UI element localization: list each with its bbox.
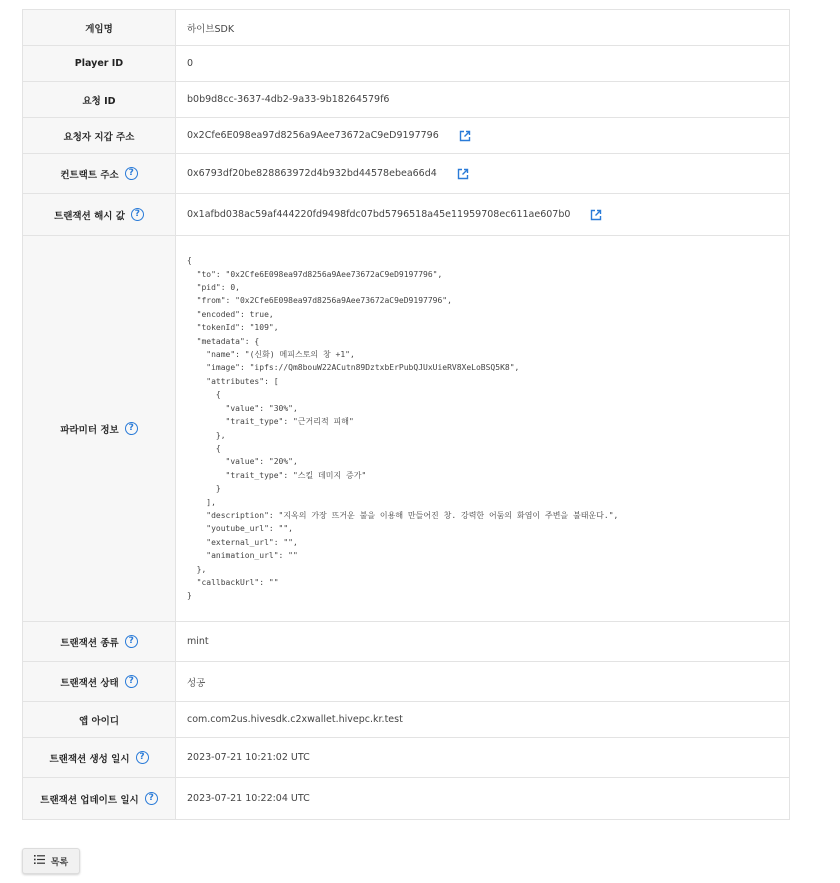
help-circle-icon[interactable]: ? <box>125 422 138 435</box>
list-icon <box>34 855 45 867</box>
label-tx-updated: 트랜잭션 업데이트 일시 <box>40 794 139 806</box>
row-tx-updated <box>23 778 790 820</box>
label-tx-status: 트랜잭션 상태 <box>60 677 119 689</box>
label-tx-created: 트랜잭션 생성 일시 <box>49 753 130 765</box>
value-app-id: com.com2us.hivesdk.c2xwallet.hivepc.kr.test <box>176 702 790 738</box>
parameters-json: { "to": "0x2Cfe6E098ea97d8256a9Aee73672aC9eD9197796", "pid": 0, "from": "0x2Cfe6E098ea97d8256a9Aee73672aC9eD9197796", "encoded": true, "tokenId": "109", "metadata": { "name": "(신화) 메피스토의 창 +1", "image": "ipfs://Qm8bouW22ACutn89DztxbErPubQJUxUieRV8XeLoBSQ5K8", "attributes": [ { "value": "30%", "trait_type": "근거리적 피해" }, { "value": "20%", "trait_type": "스킬 데미지 증가" } ], "description": "지옥의 가장 뜨거운 불을 이용해 만들어진 창. 강력한 어둠의 화염이 주변을 불태운다.", "youtube_url": "", "external_url": "", "animation_url": "" }, "callbackUrl": "" } <box>187 256 619 601</box>
list-button-label: 목록 <box>50 857 69 868</box>
label-tx-type: 트랜잭션 종류 <box>60 637 119 649</box>
value-tx-updated: 2023-07-21 10:22:04 UTC <box>176 778 790 820</box>
list-button[interactable] <box>22 848 80 874</box>
value-player-id: 0 <box>176 46 790 82</box>
value-tx-created: 2023-07-21 10:21:02 UTC <box>176 738 790 778</box>
label-player-id: Player ID <box>23 46 176 82</box>
value-tx-type: mint <box>176 622 790 662</box>
row-tx-status <box>23 662 790 702</box>
label-contract-address: 컨트랙트 주소 <box>60 169 119 181</box>
label-parameters: 파라미터 정보 <box>60 424 119 436</box>
external-link-icon[interactable] <box>457 168 469 180</box>
label-requester-wallet: 요청자 지갑 주소 <box>23 118 176 154</box>
row-parameters <box>23 236 790 622</box>
help-circle-icon[interactable]: ? <box>125 675 138 688</box>
transaction-detail-table <box>22 9 790 820</box>
row-tx-type <box>23 622 790 662</box>
value-game-name: 하이브SDK <box>176 10 790 46</box>
value-contract-address: 0x6793df20be828863972d4b932bd44578ebea66d4 <box>187 168 437 179</box>
row-app-id <box>23 702 790 738</box>
help-circle-icon[interactable]: ? <box>136 751 149 764</box>
label-app-id: 앱 아이디 <box>23 702 176 738</box>
row-player-id <box>23 46 790 82</box>
value-request-id: b0b9d8cc-3637-4db2-9a33-9b18264579f6 <box>176 82 790 118</box>
label-game-name: 게임명 <box>23 10 176 46</box>
row-tx-created <box>23 738 790 778</box>
label-tx-hash: 트랜잭션 해시 값 <box>54 210 125 222</box>
help-circle-icon[interactable]: ? <box>125 167 138 180</box>
help-circle-icon[interactable]: ? <box>131 208 144 221</box>
row-contract-address <box>23 154 790 194</box>
value-tx-hash: 0x1afbd038ac59af444220fd9498fdc07bd5796518a45e11959708ec611ae607b0 <box>187 209 571 220</box>
value-requester-wallet: 0x2Cfe6E098ea97d8256a9Aee73672aC9eD9197796 <box>187 130 439 141</box>
label-request-id: 요청 ID <box>23 82 176 118</box>
help-circle-icon[interactable]: ? <box>145 792 158 805</box>
external-link-icon[interactable] <box>459 130 471 142</box>
help-circle-icon[interactable]: ? <box>125 635 138 648</box>
row-request-id <box>23 82 790 118</box>
row-tx-hash <box>23 194 790 236</box>
row-requester-wallet <box>23 118 790 154</box>
value-tx-status: 성공 <box>176 662 790 702</box>
external-link-icon[interactable] <box>590 209 602 221</box>
row-game-name <box>23 10 790 46</box>
